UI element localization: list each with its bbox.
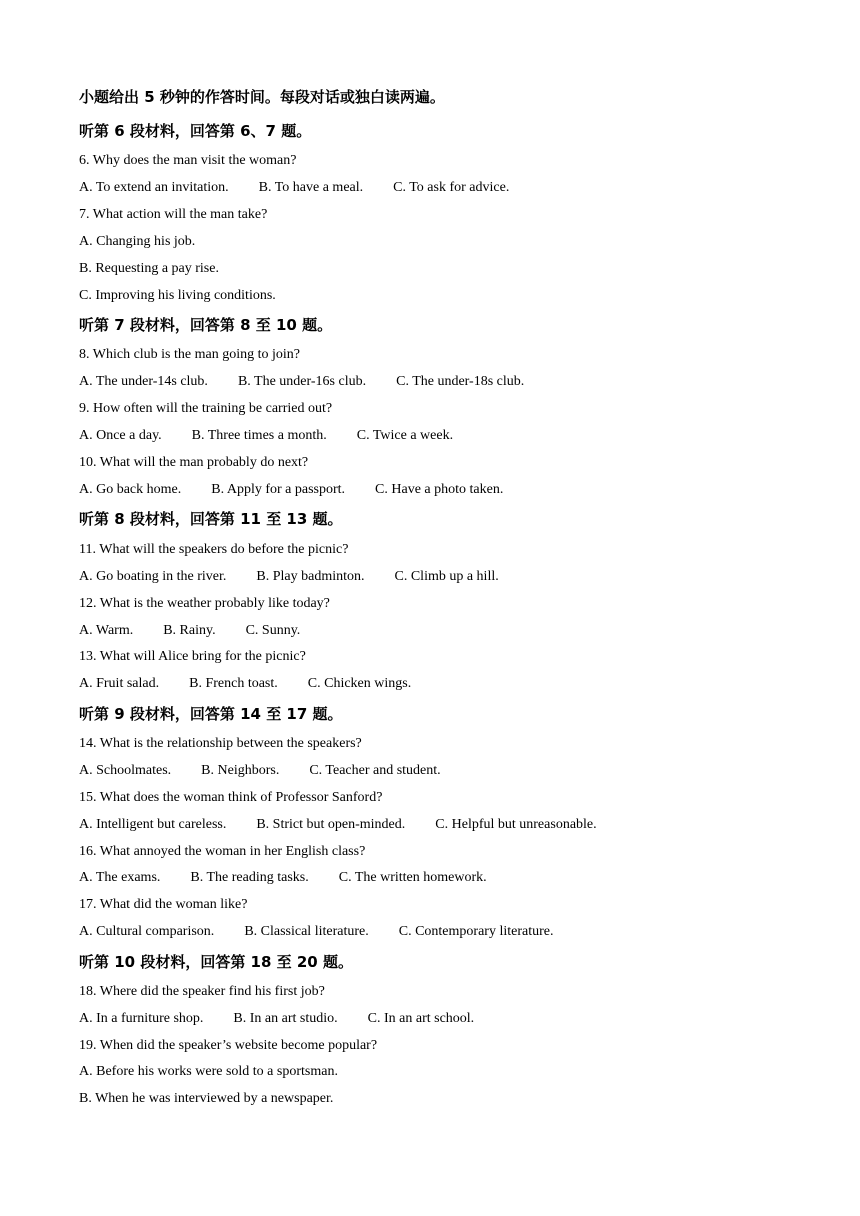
options-17 bbox=[79, 923, 553, 941]
option-10b: B. Apply for a passport. bbox=[211, 482, 346, 497]
question-7: 7. What action will the man take? bbox=[79, 207, 268, 222]
options-10 bbox=[79, 481, 503, 499]
option-17c: C. Contemporary literature. bbox=[398, 924, 554, 939]
option-10c: C. Have a photo taken. bbox=[375, 482, 504, 497]
option-13b: B. French toast. bbox=[189, 676, 278, 691]
question-15: 15. What does the woman think of Professor Sanford? bbox=[79, 790, 383, 805]
option-18c: C. In an art school. bbox=[367, 1011, 475, 1026]
option-18b: B. In an art studio. bbox=[233, 1011, 338, 1026]
option-9b: B. Three times a month. bbox=[191, 428, 327, 443]
question-9: 9. How often will the training be carried out? bbox=[79, 401, 333, 416]
question-12: 12. What is the weather probably like today? bbox=[79, 596, 330, 611]
options-15 bbox=[79, 816, 597, 834]
option-8c: C. The under-18s club. bbox=[396, 374, 525, 389]
option-8b: B. The under-16s club. bbox=[237, 374, 367, 389]
option-16b: B. The reading tasks. bbox=[190, 870, 309, 885]
options-16 bbox=[79, 869, 487, 887]
option-10a: A. Go back home. bbox=[79, 482, 182, 497]
section-heading-6: 听第 6 段材料，回答第 6、7 题。 bbox=[79, 122, 312, 140]
option-13c: C. Chicken wings. bbox=[307, 676, 412, 691]
option-15a: A. Intelligent but careless. bbox=[79, 817, 227, 832]
question-14: 14. What is the relationship between the speakers? bbox=[79, 736, 362, 751]
option-12c: C. Sunny. bbox=[245, 623, 301, 638]
section-heading-9: 听第 9 段材料，回答第 14 至 17 题。 bbox=[79, 705, 343, 723]
instructions-tail: 小题给出 5 秒钟的作答时间。每段对话或独白读两遍。 bbox=[79, 88, 445, 106]
question-11: 11. What will the speakers do before the picnic? bbox=[79, 542, 349, 557]
option-14a: A. Schoolmates. bbox=[79, 763, 172, 778]
question-13: 13. What will Alice bring for the picnic? bbox=[79, 649, 306, 664]
option-15b: B. Strict but open-minded. bbox=[256, 817, 406, 832]
option-12b: B. Rainy. bbox=[163, 623, 216, 638]
option-6c: C. To ask for advice. bbox=[393, 180, 510, 195]
option-14c: C. Teacher and student. bbox=[309, 763, 441, 778]
question-17: 17. What did the woman like? bbox=[79, 897, 248, 912]
option-17a: A. Cultural comparison. bbox=[79, 924, 215, 939]
option-17b: B. Classical literature. bbox=[244, 924, 369, 939]
section-heading-7: 听第 7 段材料，回答第 8 至 10 题。 bbox=[79, 316, 333, 334]
question-19: 19. When did the speaker’s website become popular? bbox=[79, 1038, 378, 1053]
option-7b: B. Requesting a pay rise. bbox=[79, 261, 219, 276]
option-16c: C. The written homework. bbox=[338, 870, 487, 885]
option-11b: B. Play badminton. bbox=[256, 569, 365, 584]
option-11c: C. Climb up a hill. bbox=[394, 569, 499, 584]
option-16a: A. The exams. bbox=[79, 870, 161, 885]
section-heading-8: 听第 8 段材料，回答第 11 至 13 题。 bbox=[79, 510, 343, 528]
question-10: 10. What will the man probably do next? bbox=[79, 455, 309, 470]
options-13 bbox=[79, 675, 411, 693]
options-12 bbox=[79, 622, 300, 640]
option-13a: A. Fruit salad. bbox=[79, 676, 160, 691]
options-9 bbox=[79, 427, 453, 445]
option-19a: A. Before his works were sold to a sportsman. bbox=[79, 1064, 338, 1079]
option-15c: C. Helpful but unreasonable. bbox=[435, 817, 597, 832]
option-6a: A. To extend an invitation. bbox=[79, 180, 229, 195]
option-11a: A. Go boating in the river. bbox=[79, 569, 227, 584]
option-14b: B. Neighbors. bbox=[201, 763, 280, 778]
option-19b: B. When he was interviewed by a newspaper. bbox=[79, 1091, 334, 1106]
question-16: 16. What annoyed the woman in her English class? bbox=[79, 844, 366, 859]
options-18 bbox=[79, 1010, 474, 1028]
options-6 bbox=[79, 179, 509, 197]
option-6b: B. To have a meal. bbox=[258, 180, 364, 195]
question-6: 6. Why does the man visit the woman? bbox=[79, 153, 297, 168]
section-heading-10: 听第 10 段材料，回答第 18 至 20 题。 bbox=[79, 953, 353, 971]
options-14 bbox=[79, 762, 441, 780]
question-8: 8. Which club is the man going to join? bbox=[79, 347, 300, 362]
option-8a: A. The under-14s club. bbox=[79, 374, 208, 389]
option-12a: A. Warm. bbox=[79, 623, 134, 638]
question-18: 18. Where did the speaker find his first job? bbox=[79, 984, 325, 999]
options-11 bbox=[79, 568, 499, 586]
options-8 bbox=[79, 373, 524, 391]
option-9c: C. Twice a week. bbox=[356, 428, 454, 443]
option-18a: A. In a furniture shop. bbox=[79, 1011, 204, 1026]
option-7a: A. Changing his job. bbox=[79, 234, 196, 249]
option-7c: C. Improving his living conditions. bbox=[79, 288, 276, 303]
option-9a: A. Once a day. bbox=[79, 428, 162, 443]
